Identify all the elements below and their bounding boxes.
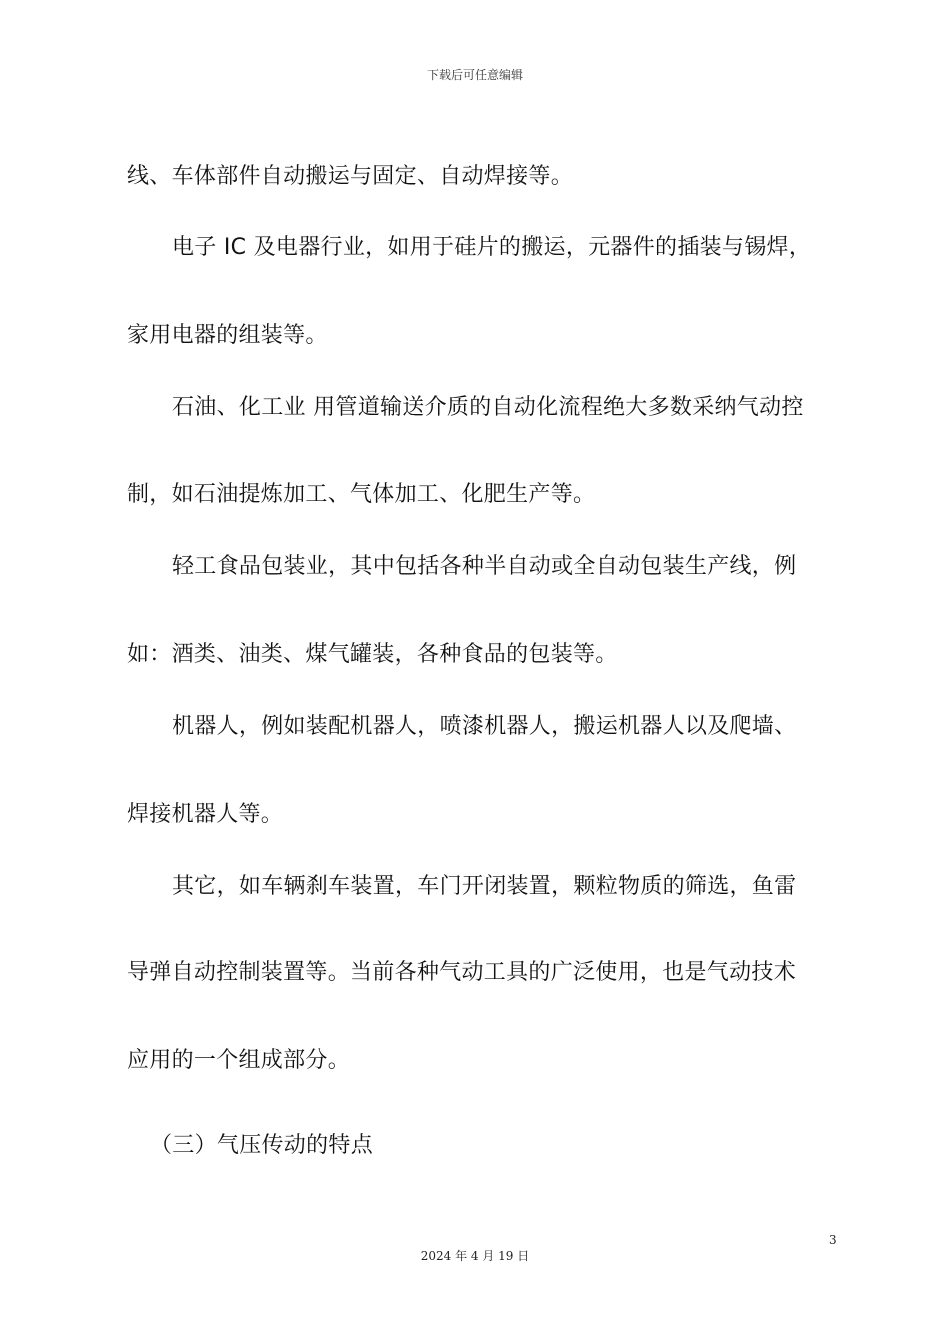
paragraph-line: 制，如石油提炼加工、气体加工、化肥生产等。 — [127, 482, 596, 507]
page-number: 3 — [829, 1233, 837, 1247]
footer-date: 2024 年 4 月 19 日 — [420, 1249, 530, 1263]
paragraph-line: 焊接机器人等。 — [127, 802, 284, 827]
paragraph-line: 导弹自动控制装置等。当前各种气动工具的广泛使用，也是气动技术 — [127, 960, 797, 985]
paragraph-line: 家用电器的组装等。 — [127, 323, 328, 348]
paragraph-line: 线、车体部件自动搬运与固定、自动焊接等。 — [127, 164, 574, 189]
paragraph-line: 如：酒类、油类、煤气罐装，各种食品的包装等。 — [127, 642, 618, 667]
section-heading: （三）气压传动的特点 — [150, 1133, 374, 1158]
paragraph-line: 石油、化工业 用管道输送介质的自动化流程绝大多数采纳气动控 — [172, 395, 804, 420]
paragraph-line: 轻工食品包装业，其中包括各种半自动或全自动包装生产线，例 — [172, 554, 797, 579]
paragraph-line: 其它，如车辆刹车装置，车门开闭装置，颗粒物质的筛选，鱼雷 — [172, 874, 797, 899]
paragraph-line: 机器人，例如装配机器人，喷漆机器人，搬运机器人以及爬墙、 — [172, 714, 797, 739]
paragraph-line: 应用的一个组成部分。 — [127, 1048, 351, 1073]
header-note: 下载后可任意编辑 — [426, 68, 523, 82]
paragraph-line: 电子 IC 及电器行业，如用于硅片的搬运，元器件的插装与锡焊， — [172, 235, 812, 260]
